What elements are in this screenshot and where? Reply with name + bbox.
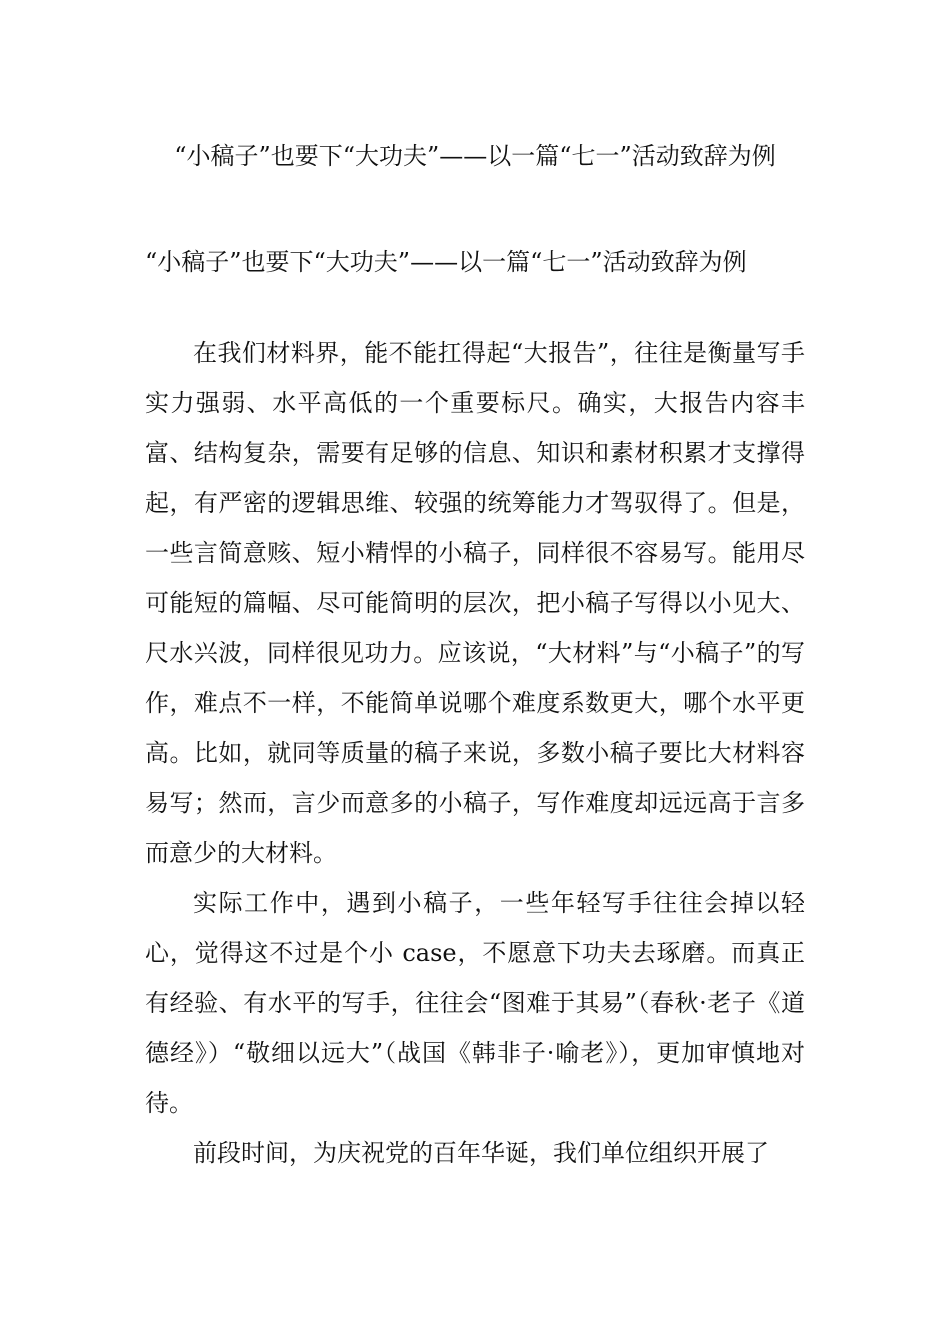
document-title: “小稿子”也要下“大功夫”——以一篇“七一”活动致辞为例: [174, 142, 776, 170]
paragraph-3: 前段时间，为庆祝党的百年华诞，我们单位组织开展了: [193, 1139, 769, 1167]
document-body: [145, 328, 805, 1178]
paragraph-2: 实际工作中，遇到小稿子，一些年轻写手往往会掉以轻心，觉得这不过是个小 case，不愿意下功夫去琢磨。而真正有经验、有水平的写手，往往会“图难于其易”（春秋·老子《道德经》）“敬细以远大”（战国《韩非子·喻老》），更加审慎地对待。: [145, 889, 805, 1117]
paragraph-1: 在我们材料界，能不能扛得起“大报告”，往往是衡量写手实力强弱、水平高低的一个重要标尺。确实，大报告内容丰富、结构复杂，需要有足够的信息、知识和素材积累才支撑得起，有严密的逻辑思维、较强的统筹能力才驾驭得了。但是，一些言简意赅、短小精悍的小稿子，同样很不容易写。能用尽可能短的篇幅、尽可能简明的层次，把小稿子写得以小见大、尺水兴波，同样很见功力。应该说，“大材料”与“小稿子”的写作，难点不一样，不能简单说哪个难度系数更大，哪个水平更高。比如，就同等质量的稿子来说，多数小稿子要比大材料容易写；然而，言少而意多的小稿子，写作难度却远远高于言多而意少的大材料。: [145, 339, 805, 867]
document-subtitle: “小稿子”也要下“大功夫”——以一篇“七一”活动致辞为例: [145, 248, 747, 276]
